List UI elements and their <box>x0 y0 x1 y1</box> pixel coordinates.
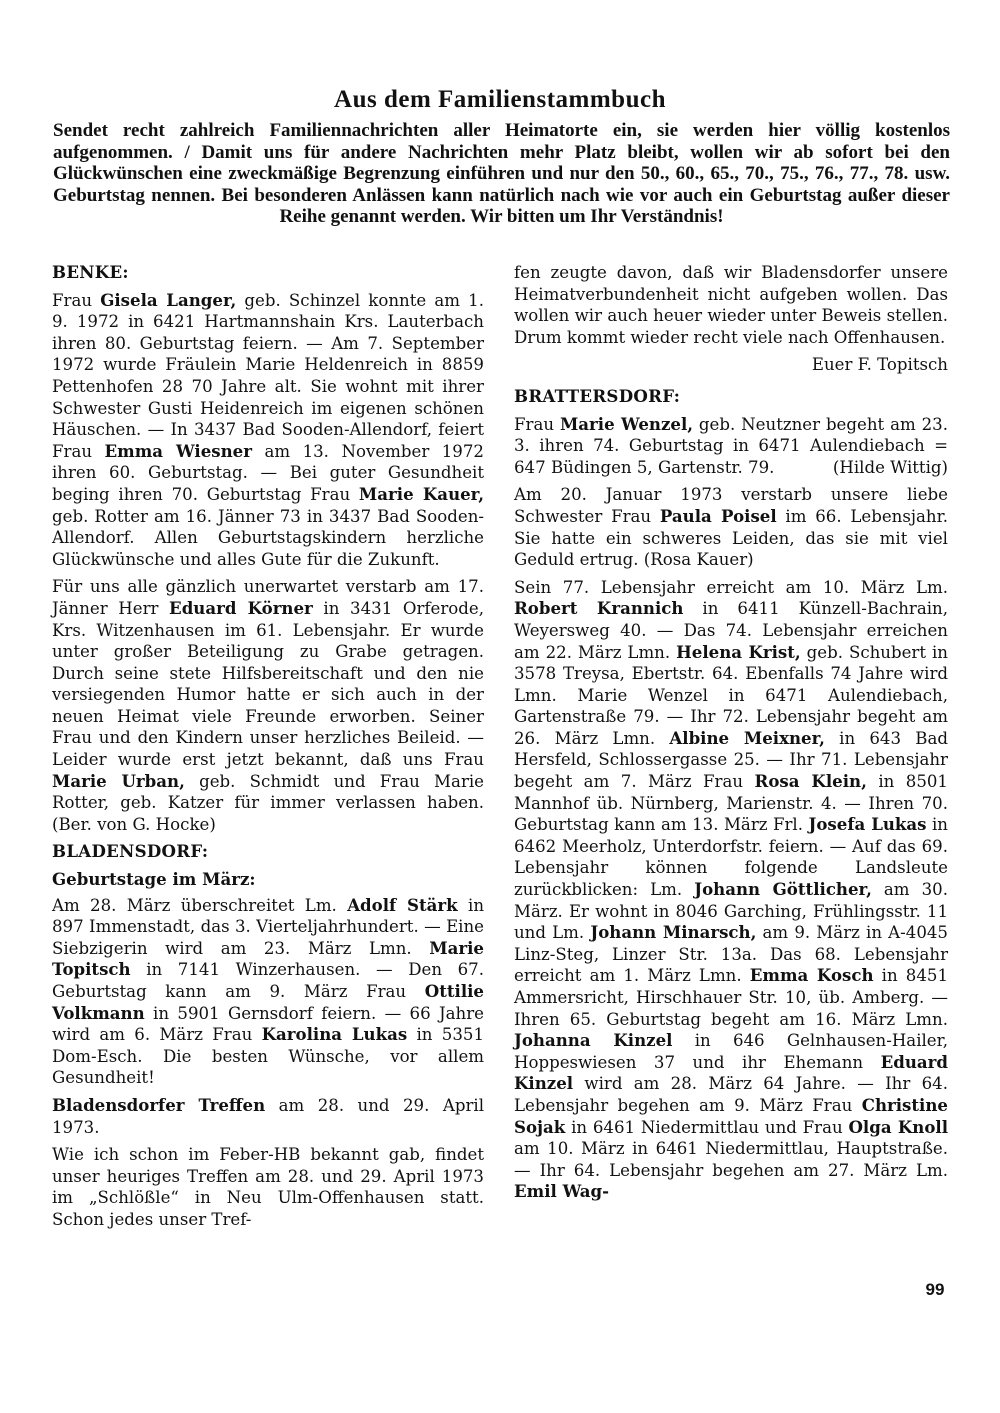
text: am 28. und 29. April 1973. <box>52 1095 484 1137</box>
text: geb. Neutzner begeht am 23. 3. ihren 74. Geburtstag in 6471 Aulendiebach = 647 Büdingen 5, Gartenstr. 79. <box>514 414 948 477</box>
text: in 646 Gelnhausen-Hailer, Hoppeswiesen 37 und ihr Ehemann <box>514 1031 949 1072</box>
text: in 6461 Niedermittlau und Frau <box>565 1117 849 1137</box>
person-name: Olga Knoll <box>848 1116 948 1137</box>
person-name: Johann Minarsch, <box>590 922 757 943</box>
attribution: (Hilde Wittig) <box>832 457 948 477</box>
text: Am 28. März überschreitet Lm. <box>52 895 348 915</box>
text: in 6411 Künzell-Bachrain, Weyersweg 40. — Das 74. Lebensjahr erreichen am 22. März Lmn. <box>514 599 948 662</box>
person-name: Rosa Klein, <box>754 771 867 792</box>
person-name: Josefa Lukas <box>808 814 927 835</box>
paragraph <box>52 290 484 571</box>
text: am 9. März in A-4045 Linz-Steg, Linzer Str. 13a. Das 68. Lebensjahr erreicht am 1. März Lmn. <box>514 923 948 986</box>
text: geb. Schmidt und Frau Marie Rotter, geb. Katzer für immer verlassen haben. (Ber. von G. Hocke) <box>52 771 484 834</box>
section-heading-bladensdorf: BLADENSDORF: <box>52 841 209 862</box>
intro-notice: Sendet recht zahlreich Familiennachrichten aller Heimatorte ein, sie werden hier völlig kostenlos aufgenommen. / Damit uns für andere Nachrichten mehr Platz bleibt, wollen wir ab sofort bei den Glückwünschen eine zweckmäßige Begrenzung einführen und nur den 50., 60., 65., 70., 75., 76., 77., 78. usw. Geburtstag nennen. Bei besonderen Anlässen kann natürlich nach wie vor auch ein Geburtstag außer dieser Reihe genannt werden. Wir bitten um Ihr Verständnis! <box>53 120 950 227</box>
text: am 13. November 1972 ihren 60. Geburtstag. — Bei guter Gesundheit beging ihren 70. Geburtstag Frau <box>52 441 484 504</box>
text: in 8451 Ammersricht, Hirschhauer Str. 10, üb. Amberg. — Ihren 65. Geburtstag begeht am 16. März Lmn. <box>514 966 948 1029</box>
text: Für uns alle gänzlich unerwartet verstarb am 17. Jänner Herr <box>52 577 484 618</box>
section-heading-brattersdorf: BRATTERSDORF: <box>514 385 681 406</box>
person-name: Marie Topitsch <box>52 937 484 980</box>
text: im 66. Lebensjahr. Sie hatte ein schweres Leiden, das sie mit viel Geduld ertrug. (Rosa Kauer) <box>514 506 948 570</box>
paragraph <box>514 484 948 570</box>
person-name: Eduard Körner <box>169 597 313 618</box>
page-title: Aus dem Familienstammbuch <box>334 86 666 113</box>
page-number: 99 <box>925 1280 945 1299</box>
text: am 30. März. Er wohnt in 8046 Garching, Frühlingsstr. 11 und Lm. <box>514 880 948 943</box>
text: am 10. März in 6461 Niedermittlau, Hauptstraße. — Ihr 64. Lebensjahr begehen am 27. März Lm. <box>514 1139 948 1180</box>
paragraph <box>514 414 948 479</box>
person-name: Albine Meixner, <box>669 727 825 748</box>
person-name: Emma Kosch <box>749 965 874 986</box>
person-name: Marie Wenzel, <box>559 413 694 434</box>
text: in 3431 Orferode, Krs. Witzenhausen im 61. Lebensjahr. Er wurde unter großer Beteiligung zu Grabe getragen. Durch seine stete Hilfsbereitschaft und den nie versiegenden Humor hatte er sich auch in der neuen Heimat viele Freunde erworben. Seiner Frau und den Kindern unser herzliches Beileid. — Leider wurde erst jetzt bekannt, daß uns Frau <box>52 598 484 770</box>
person-name: Eduard Kinzel <box>514 1051 948 1094</box>
person-name: Johanna Kinzel <box>514 1030 673 1051</box>
paragraph: fen zeugte davon, daß wir Bladensdorfer unsere Heimatverbundenheit nicht aufgeben wollen. Das wollen wir auch heuer wieder unter Beweis stellen. Drum kommt wieder recht viele nach Offenhausen. <box>514 263 948 347</box>
text: Sein 77. Lebensjahr erreicht am 10. März Lm. <box>514 577 948 597</box>
text: in 5351 Dom-Esch. Die besten Wünsche, vor allem Gesundheit! <box>52 1025 484 1088</box>
paragraph: Wie ich schon im Feber-HB bekannt gab, findet unser heuriges Treffen am 28. und 29. April 1973 im „Schlößle“ in Neu Ulm-Offenhausen statt. Schon jedes unser Tref- <box>52 1145 484 1229</box>
text: wird am 28. März 64 Jahre. — Ihr 64. Lebensjahr begehen am 9. März Frau <box>514 1074 948 1115</box>
text: geb. Rotter am 16. Jänner 73 in 3437 Bad Sooden-Allendorf. Allen Geburtstagskindern herzliche Glückwünsche und alles Gute für die Zukunft. <box>52 506 484 569</box>
text: geb. Schinzel konnte am 1. 9. 1972 in 6421 Hartmannshain Krs. Lauterbach ihren 80. Geburtstag feiern. — Am 7. September 1972 wurde Fräulein Marie Heldenreich in 8859 Pettenhofen 28 70 Jahre alt. Sie wohnt mit ihrer Schwester Gusti Heidenreich im eigenen schönen Häuschen. — In 3437 Bad Sooden-Allendorf, feiert Frau <box>52 290 485 461</box>
person-name: Robert Krannich <box>514 598 684 619</box>
person-name: Gisela Langer, <box>100 289 237 310</box>
person-name: Christine Sojak <box>514 1094 948 1137</box>
paragraph <box>52 1095 484 1138</box>
signature: Euer F. Topitsch <box>811 355 948 375</box>
person-name: Ottilie Volkmann <box>52 981 484 1023</box>
left-column <box>52 262 484 1237</box>
text: in 6462 Meerholz, Unterdorfstr. feiern. — Auf das 69. Lebensjahr können folgende Landsleute zurückblicken: Lm. <box>514 815 948 900</box>
person-name: Johann Göttlicher, <box>694 879 872 900</box>
paragraph <box>52 895 484 1089</box>
subheading: Geburtstage im März: <box>52 869 256 890</box>
text: Am 20. Januar 1973 verstarb unsere liebe Schwester Frau <box>514 485 948 526</box>
section-heading-benke: BENKE: <box>52 262 129 282</box>
paragraph <box>514 577 948 1203</box>
person-name: Paula Poisel <box>659 505 777 526</box>
person-name: Karolina Lukas <box>261 1024 408 1045</box>
text: in 8501 Mannhof üb. Nürnberg, Marienstr. 4. — Ihren 70. Geburtstag kann am 13. März Frl. <box>514 772 948 835</box>
text: in 5901 Gernsdorf feiern. — 66 Jahre wird am 6. März Frau <box>52 1003 484 1045</box>
text: geb. Schubert in 3578 Treysa, Ebertstr. 64. Ebenfalls 74 Jahre wird Lmn. Marie Wenzel in 6471 Aulendiebach, Gartenstraße 79. — Ihr 72. Lebensjahr begeht am 26. März Lmn. <box>514 642 948 748</box>
person-name: Emil Wag- <box>514 1181 610 1202</box>
person-name: Marie Urban, <box>52 770 185 791</box>
emphasis: Treffen <box>198 1094 266 1115</box>
text: in 7141 Winzerhausen. — Den 67. Geburtstag kann am 9. März Frau <box>52 960 484 1001</box>
person-name: Marie Kauer, <box>358 483 484 504</box>
person-name: Emma Wiesner <box>104 440 252 461</box>
person-name: Adolf Stärk <box>347 894 458 915</box>
emphasis: Bladensdorfer <box>52 1094 199 1115</box>
right-column <box>514 262 948 1209</box>
paragraph <box>52 576 484 835</box>
text: in 643 Bad Hersfeld, Schlossergasse 25. — Ihr 71. Lebensjahr begeht am 7. März Frau <box>514 728 948 792</box>
text: in 897 Immenstadt, das 3. Vierteljahrhundert. — Eine Siebzigerin wird am 23. März Lmn. <box>52 895 485 958</box>
text: Frau <box>52 290 101 310</box>
text: Frau <box>514 414 560 434</box>
person-name: Helena Krist, <box>676 641 801 662</box>
